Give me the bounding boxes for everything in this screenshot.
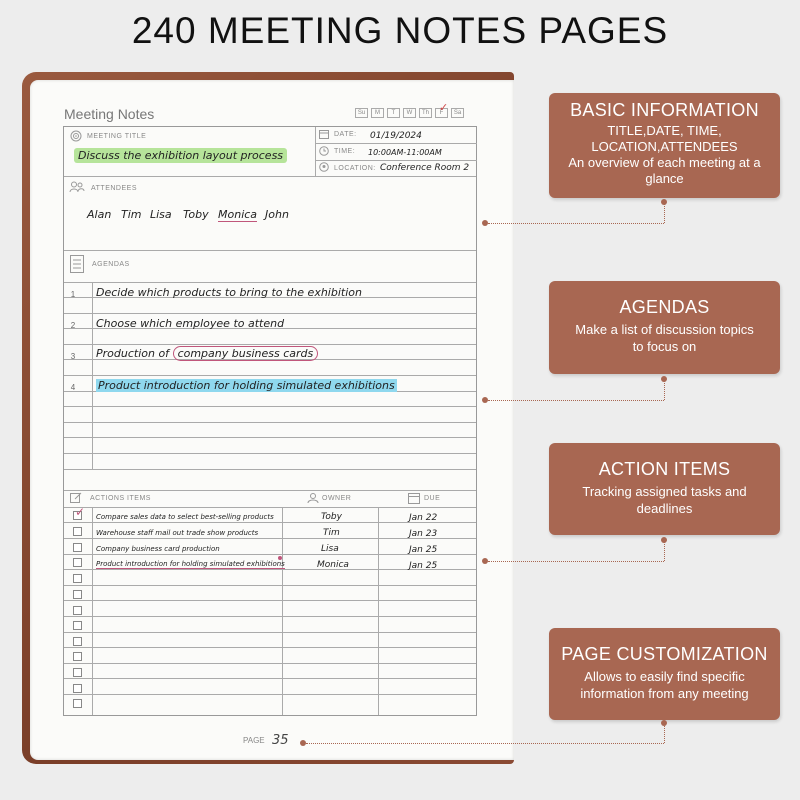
attendee-monica: Monica <box>218 208 258 221</box>
meeting-title-label: MEETING TITLE <box>87 133 147 140</box>
callout-desc: glance <box>645 171 684 186</box>
connector-dot <box>661 376 667 382</box>
action-checkbox[interactable] <box>73 543 82 552</box>
action-checkbox[interactable] <box>73 527 82 536</box>
day-box-m[interactable]: M <box>371 108 384 118</box>
day-box-sa[interactable]: Sa <box>451 108 464 118</box>
clock-icon <box>319 146 329 156</box>
day-box-su[interactable]: Su <box>355 108 368 118</box>
agenda-item-1[interactable]: Decide which products to bring to the exhibition <box>96 286 362 299</box>
time-value[interactable]: 10:00AM-11:00AM <box>368 148 442 157</box>
callout-desc: TITLE,DATE, TIME, <box>607 123 722 138</box>
action-checkbox[interactable] <box>73 668 82 677</box>
connector-dot <box>661 720 667 726</box>
agenda-number: 3 <box>70 352 76 361</box>
callout-desc: LOCATION,ATTENDEES <box>591 139 738 154</box>
location-label: LOCATION: <box>334 165 376 172</box>
date-value[interactable]: 01/19/2024 <box>370 131 422 141</box>
callout-desc: to focus on <box>632 339 697 354</box>
action-owner-1: Toby <box>321 512 342 522</box>
attendee-toby: Toby <box>183 208 209 221</box>
callout-desc: An overview of each meeting at a <box>568 155 761 170</box>
attendees-label: ATTENDEES <box>91 185 137 192</box>
page-number[interactable]: 35 <box>272 733 289 748</box>
agenda-item-3-prefix: Production of <box>96 347 173 360</box>
agenda-number: 4 <box>70 383 76 392</box>
page-label: PAGE <box>243 736 265 745</box>
action-item-2[interactable]: Warehouse staff mail out trade show products <box>96 529 259 537</box>
callout-action-items <box>549 443 780 535</box>
action-due-4: Jan 25 <box>409 561 438 571</box>
day-box-w[interactable]: W <box>403 108 416 118</box>
action-item-1[interactable]: Compare sales data to select best-selling products <box>96 513 274 521</box>
callout-page-customization <box>549 628 780 720</box>
action-checkbox[interactable] <box>73 558 82 567</box>
connector-line <box>488 400 664 401</box>
ink-dot <box>278 556 282 560</box>
time-label: TIME: <box>334 148 356 155</box>
action-owner-2: Tim <box>323 528 340 538</box>
agenda-number: 2 <box>70 321 76 330</box>
action-due-1: Jan 22 <box>409 513 438 523</box>
edit-icon <box>70 492 82 504</box>
action-item-3[interactable]: Company business card production <box>96 545 220 553</box>
person-icon <box>307 492 319 504</box>
action-item-4[interactable]: Product introduction for holding simulated exhibitions <box>96 560 285 568</box>
location-value[interactable]: Conference Room 2 <box>380 163 470 173</box>
action-checkbox[interactable] <box>73 699 82 708</box>
day-box-f[interactable]: F ✓ <box>435 108 448 118</box>
connector-dot <box>661 537 667 543</box>
callout-title: AGENDAS <box>619 297 710 317</box>
date-label: DATE: <box>334 131 357 138</box>
checklist-icon <box>70 255 84 273</box>
agendas-label: AGENDAS <box>92 261 130 268</box>
day-box-th[interactable]: Th <box>419 108 432 118</box>
attendee-tim: Tim <box>121 208 142 221</box>
calendar-icon <box>319 129 329 139</box>
location-pin-icon <box>319 162 329 172</box>
actions-label: ACTIONS ITEMS <box>90 495 151 502</box>
headline: 240 MEETING NOTES PAGES <box>131 10 669 51</box>
day-box-t[interactable]: T <box>387 108 400 118</box>
meeting-title-text: Discuss the exhibition layout process <box>74 148 287 163</box>
agenda-number: 1 <box>70 290 76 299</box>
people-icon <box>69 181 85 193</box>
callout-title: ACTION ITEMS <box>598 459 731 479</box>
agenda-item-2[interactable]: Choose which employee to attend <box>96 317 285 330</box>
action-due-3: Jan 25 <box>409 545 438 555</box>
connector-line <box>488 561 664 562</box>
callout-title: BASIC INFORMATION <box>570 100 759 120</box>
attendee-john: John <box>265 208 289 221</box>
meeting-title-value[interactable] <box>74 149 287 162</box>
callout-desc: information from any meeting <box>580 686 749 701</box>
action-checkbox[interactable] <box>73 684 82 693</box>
action-owner-3: Lisa <box>321 544 339 554</box>
callout-title: PAGE CUSTOMIZATION <box>561 644 768 664</box>
connector-dot <box>661 199 667 205</box>
agenda-item-4-text: Product introduction for holding simulated exhibitions <box>98 379 395 392</box>
calendar-icon <box>408 492 420 504</box>
owner-label: OWNER <box>322 495 352 502</box>
action-checkbox[interactable] <box>73 652 82 661</box>
action-checkbox[interactable] <box>73 590 82 599</box>
day-selector <box>355 108 464 118</box>
callout-basic-information <box>549 93 780 198</box>
target-icon <box>70 130 82 142</box>
due-label: DUE <box>424 495 441 502</box>
attendee-alan: Alan <box>87 208 112 221</box>
checkmark-icon: ✓ <box>75 505 86 519</box>
action-owner-4: Monica <box>317 560 349 570</box>
attendee-lisa: Lisa <box>150 208 172 221</box>
callout-desc: Make a list of discussion topics <box>575 322 754 337</box>
callout-agendas <box>549 281 780 374</box>
callout-desc: Allows to easily find specific <box>584 669 745 684</box>
agenda-item-4[interactable] <box>96 379 397 392</box>
connector-line <box>488 223 664 224</box>
callout-desc: deadlines <box>636 501 693 516</box>
action-checkbox[interactable] <box>73 574 82 583</box>
callout-desc: Tracking assigned tasks and <box>582 484 747 499</box>
page-title: Meeting Notes <box>64 106 155 122</box>
action-checkbox[interactable] <box>73 606 82 615</box>
agenda-item-3[interactable] <box>96 347 318 360</box>
agenda-item-3-circled: company business cards <box>173 346 319 361</box>
action-checkbox[interactable] <box>73 637 82 646</box>
action-checkbox[interactable] <box>73 621 82 630</box>
connector-line <box>306 743 664 744</box>
action-due-2: Jan 23 <box>409 529 438 539</box>
